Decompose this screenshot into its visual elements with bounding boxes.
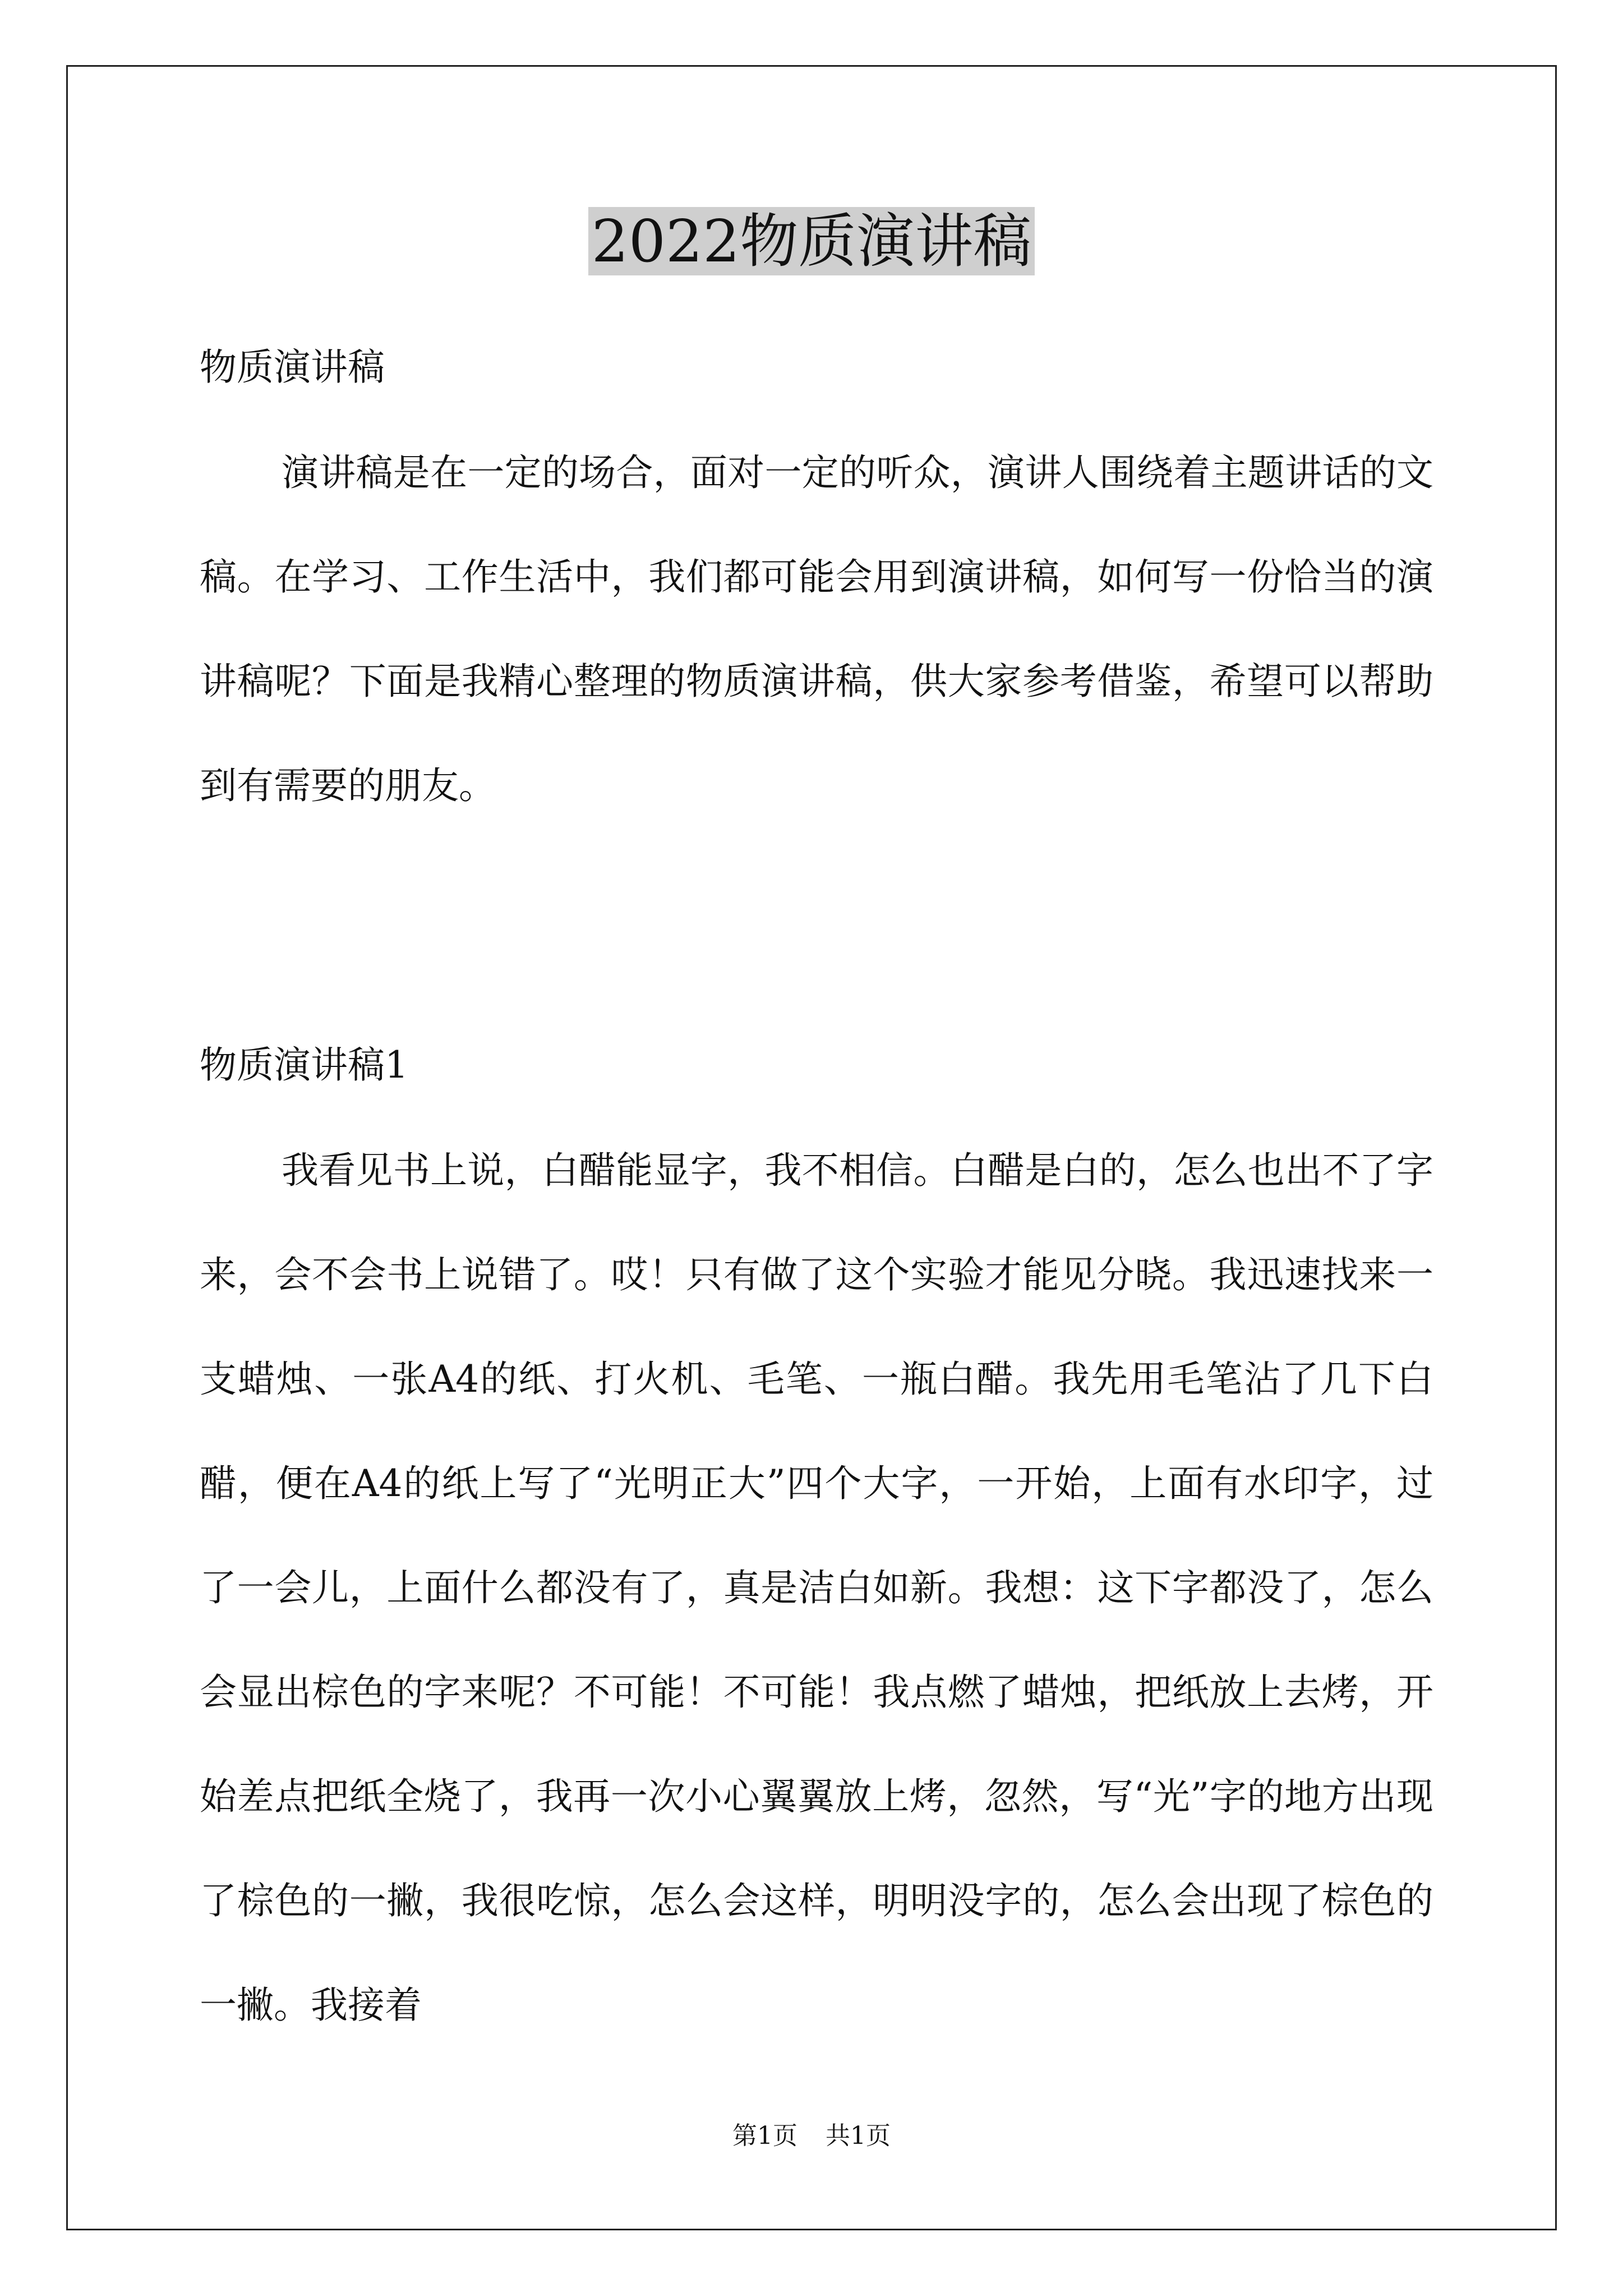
intro-paragraph: 演讲稿是在一定的场合，面对一定的听众，演讲人围绕着主题讲话的文稿。在学习、工作生活中，我们都可能会用到演讲稿，如何写一份恰当的演讲稿呢？下面是我精心整理的物质演讲稿，供大家参考借鉴，希望可以帮助到有需要的朋友。 [200,451,1433,807]
document-title: 2022物质演讲稿 [0,202,1623,280]
document-body [200,337,1433,2058]
section-label: 物质演讲稿 [200,346,385,389]
page-number-current: 第1页 [732,2122,797,2150]
page-footer [0,2119,1623,2153]
subheading-1: 物质演讲稿1 [200,1043,408,1087]
body-paragraph-1: 我看见书上说，白醋能显字，我不相信。白醋是白的，怎么也出不了字来，会不会书上说错了。哎！只有做了这个实验才能见分晓。我迅速找来一支蜡烛、一张A4的纸、打火机、毛笔、一瓶白醋。我先用毛笔沾了几下白醋，便在A4的纸上写了“光明正大”四个大字，一开始，上面有水印字，过了一会儿，上面什么都没有了，真是洁白如新。我想：这下字都没了，怎么会显出棕色的字来呢？不可能！不可能！我点燃了蜡烛，把纸放上去烤，开始差点把纸全烧了，我再一次小心翼翼放上烤，忽然，写“光”字的地方出现了棕色的一撇，我很吃惊，怎么会这样，明明没字的，怎么会出现了棕色的一撇。我接着 [200,1149,1433,2027]
page-number-total: 共1页 [826,2122,891,2150]
paragraph-spacer [200,838,1433,1034]
